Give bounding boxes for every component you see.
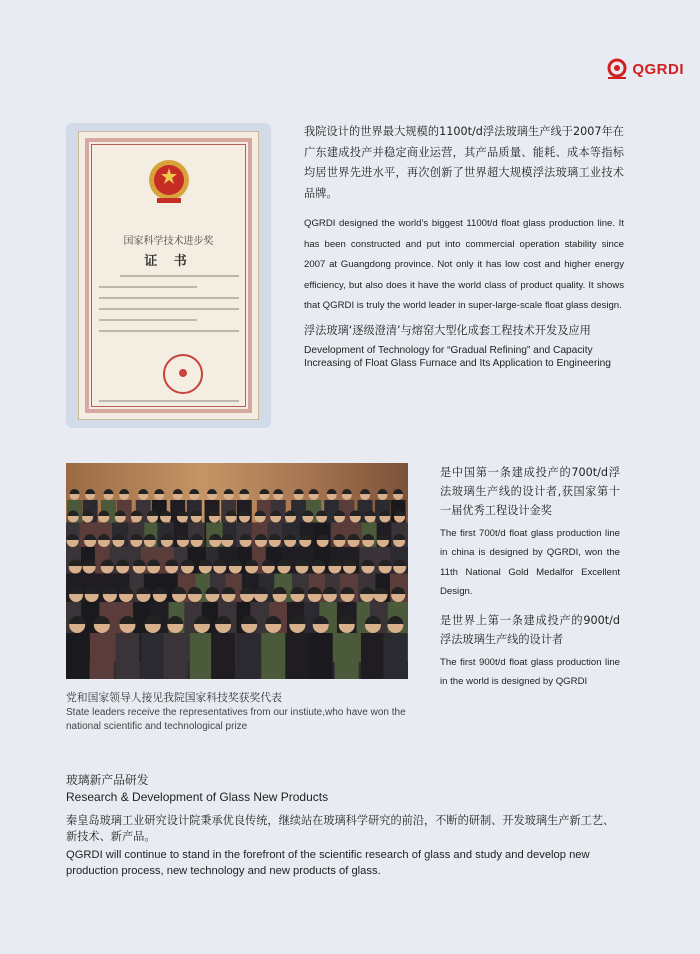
- section3-cn-paragraph: 秦皇岛玻璃工业研究设计院秉承优良传统，继续站在玻璃科学研究的前沿，不断的研制、开发玻璃生产新工艺、新技术、新产品。: [66, 814, 615, 843]
- section1-en-paragraph: QGRDI designed the world’s biggest 1100t/d float glass production line. It has been constructed and put into commercial operation stability since 2007 at Guangdong province. Not only it has low cost and higher energy efficiency, but also does it have the world class of product quality. It shows that QGRDI is truly the world leader in super-large-scale float glass design.: [304, 218, 624, 311]
- section-new-products: [66, 772, 622, 879]
- logo-emblem-icon: [606, 58, 628, 80]
- award-project-en-title: Development of Technology for “Gradual Refining” and Capacity Increasing of Float Glass Furnace and Its Application to Engineering: [304, 344, 611, 369]
- certificate-image: [79, 132, 258, 419]
- section1-cn-paragraph: 我院设计的世界最大规模的1100t/d浮法玻璃生产线于2007年在广东建成投产并稳定商业运营，其产品质量、能耗、成本等指标均居世界先进水平，再次创新了世界超大规模浮法玻璃工业技术品牌。: [304, 125, 624, 200]
- section3-cn-heading: 玻璃新产品研发: [66, 773, 149, 787]
- qgrdi-logo: [606, 58, 684, 80]
- national-emblem-icon: [143, 156, 195, 206]
- logo-text: QGRDI: [632, 60, 684, 78]
- certificate-text-lines: [99, 275, 239, 341]
- certificate-title: 国家科学技术进步奖: [123, 236, 214, 247]
- photo-caption-en: State leaders receive the representatives from our instiute,who have won the national scientific and technological prize: [66, 707, 406, 732]
- section-700-900td: [440, 463, 620, 692]
- certificate-frame: [66, 123, 271, 428]
- certificate-seal-icon: [163, 354, 203, 394]
- section2-en-700: The first 700t/d float glass production line in china is designed by QGRDI, won the 11th National Gold Medalfor Excellent Design.: [440, 528, 620, 597]
- section-1100td: [304, 122, 624, 370]
- section3-en-heading: Research & Development of Glass New Products: [66, 790, 329, 804]
- section2-en-900: The first 900t/d float glass production line in the world is designed by QGRDI: [440, 657, 620, 688]
- people-crowd-icon: [66, 463, 408, 679]
- certificate-subtitle: 证 书: [144, 254, 193, 269]
- group-photo: [66, 463, 408, 679]
- award-project-cn-title: 浮法玻璃‘逐级澄清’与熔窑大型化成套工程技术开发及应用: [304, 323, 591, 337]
- photo-caption-cn: 党和国家领导人接见我院国家科技奖获奖代表: [66, 691, 282, 704]
- section3-en-paragraph: QGRDI will continue to stand in the forefront of the scientific research of glass and study and develop new production process, new technology and new products of glass.: [66, 849, 590, 877]
- section2-cn-700: 是中国第一条建成投产的700t/d浮法玻璃生产线的设计者,获国家第十一届优秀工程设计金奖: [440, 466, 620, 517]
- certificate-number-line: [99, 400, 239, 402]
- section2-cn-900: 是世界上第一条建成投产的900t/d浮法玻璃生产线的设计者: [440, 614, 620, 647]
